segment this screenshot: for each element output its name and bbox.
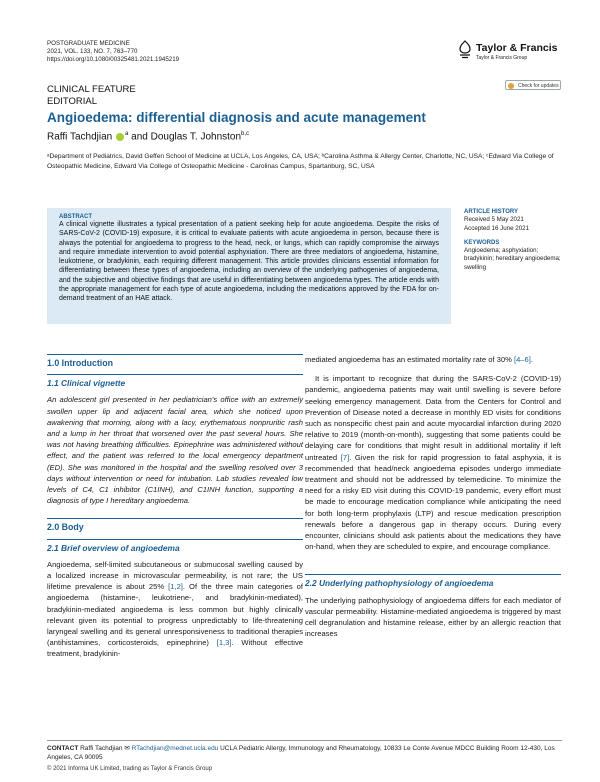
keywords-text: Angioedema; asphyxiation; bradykinin; hereditary angioedema; swelling (464, 247, 561, 271)
overview-text-b: . Of the three main categories of angioedema (histamine-, leukotriene-, and bradykinin-mediated), bradykinin-mediated angioedema is less common but highly clinically relevant given its potential to progress unpredictably to life-threatening laryngeal swelling and its general unresponsiveness to traditional therapies (antihistamines, corticosteroids, epinephrine) (47, 582, 304, 648)
section-heading (47, 84, 136, 108)
abstract-box (47, 208, 451, 324)
affiliations: ᵃDepartment of Pediatrics, David Geffen School of Medicine at UCLA, Los Angeles, CA, USA; ᵇCarolina Asthma & Allergy Center, Charlotte, NC, USA; ᶜEdward Via College of Osteopathic Medicine, Edward Via College of Osteopathic Medicine - Carolinas Campus, Spartanburg, SC, USA (47, 153, 554, 170)
publisher-brand: Taylor & Francis (476, 42, 558, 54)
heading-clinical-vignette: 1.1 Clinical vignette (47, 374, 303, 389)
author-conjunction: and (131, 131, 148, 143)
overview-text-a: Angioedema, self-limited subcutaneous or submucosal swelling caused by a localized increase in microvascular permeability, is not rare; the US lifetime prevalence is about 25% (47, 559, 303, 592)
covid-text-b: . Given the risk for rapid progression to fatal asphyxia, it is recommended that head/neck angioedema episodes undergo immediate treatment and should not be addressed by telemedicine. To minimize the need for a risky ED visit during this COVID-19 pandemic, every effort must be made to encourage medication compliance while anticipating the need for both long-term prophylaxis (LTP) and rescue medication prescription renewals before a dangerous gap in therapy occurs. During every encounter, clinicians should ask patients about the medications they have on-hand, when they are scheduled to expire, and encourage compliance. (305, 452, 561, 552)
covid-paragraph (305, 373, 561, 552)
ref-1-3[interactable]: [1,3] (216, 638, 232, 648)
contact-name: Raffi Tachdjian (80, 745, 123, 752)
patho-paragraph: The underlying pathophysiology of angioedema differs for each mediator of vascular permeability. Histamine-mediated angioedema is triggered by mast cell degranulation and histamine release, either by an allergic reaction that increases (305, 595, 561, 639)
mortality-paragraph (305, 354, 561, 365)
article-sidebar (464, 208, 564, 272)
journal-header (47, 40, 179, 65)
author-2[interactable]: Douglas T. Johnston (150, 131, 242, 143)
author-1[interactable]: Raffi Tachdjian (47, 131, 113, 143)
author-line (47, 131, 249, 142)
heading-pathophysiology: 2.2 Underlying pathophysiology of angioedema (305, 574, 561, 589)
ref-4-6[interactable]: [4–6] (513, 355, 531, 364)
keywords-label: KEYWORDS (464, 239, 500, 246)
article-title: Angioedema: differential diagnosis and acute management (47, 110, 426, 125)
journal-name: POSTGRADUATE MEDICINE (47, 40, 130, 47)
publisher-group: Taylor & Francis Group (476, 55, 528, 61)
orcid-icon[interactable] (116, 133, 124, 141)
check-updates-icon (508, 83, 514, 89)
check-updates-button[interactable] (505, 80, 561, 90)
section-subtype: EDITORIAL (47, 96, 97, 107)
mortality-text-end: . (530, 355, 533, 364)
body-column-right (305, 354, 561, 647)
contact-block (47, 744, 562, 762)
abstract-text: A clinical vignette illustrates a typical presentation of a patient seeking help for acute angioedema. Despite the risks of SARS-CoV-2 (COVID-19) exposure, it is critical to evaluate patients with acute angioedema in person, because there is always the potential for angioedema to progress to the head, neck, or lungs, which can rapidly compromise the airways and require immediate intervention to avoid potential asphyxiation. There are three mediators of angioedema, histamine, leukotriene, or bradykinin, each requiring different management. This article provides clinicians essential information for differentiating between these types of angioedema, including an overview of the underlying pathogenies of angioedema, and the subjective and objective findings that are useful in differentiating between angioedema types. The article ends with the appropriate management for each type of acute angioedema, including the medications approved by the FDA for on-demand treatment of an HAE attack. (59, 221, 439, 303)
footer-divider (47, 740, 562, 741)
copyright: © 2021 Informa UK Limited, trading as Taylor & Francis Group (47, 766, 213, 772)
publisher-logo-icon (456, 40, 474, 60)
journal-doi[interactable]: https://doi.org/10.1080/00325481.2021.1945219 (47, 56, 180, 64)
vignette-paragraph: An adolescent girl presented in her pediatrician's office with an extremely swollen upper lip and adjacent facial area, which she noticed upon awakening that morning, along with a lacy, erythematous nonpruritic rash and a lump in her throat that worsened over the past several hours. She was not having breathing difficulties. Epinephrine was administered without effect, and the patient was referred to the local emergency department (ED). She was monitored in the hospital and the swelling resolved over 3 days without intervention or need for intubation. Lab studies revealed low levels of C4, C1 inhibitor (C1INH), and C1INH function, supporting a diagnosis of type I hereditary angioedema. (47, 395, 303, 506)
contact-label: CONTACT (47, 745, 79, 752)
history-received: Received 5 May 2021 (464, 216, 524, 224)
abstract-label: ABSTRACT (59, 214, 92, 220)
overview-paragraph (47, 559, 303, 660)
author-1-sup: a (125, 131, 129, 137)
mortality-text: mediated angioedema has an estimated mortality rate of 30% (305, 355, 514, 364)
overview-text-c: . Without effective treatment, bradykinin- (47, 638, 303, 659)
ref-7[interactable]: [7] (340, 452, 350, 462)
contact-address: UCLA Pediatric Allergy, Immunology and Rheumatology, 10833 Le Conte Avenue MDCC Building Room 12-430, Los Angeles, CA 90095 (47, 745, 555, 761)
history-label: ARTICLE HISTORY (464, 209, 519, 215)
check-updates-label: Check for updates (518, 83, 559, 89)
body-column-left (47, 354, 303, 668)
heading-overview: 2.1 Brief overview of angioedema (47, 539, 303, 554)
ref-1-2[interactable]: [1,2] (168, 582, 183, 592)
publisher-logo (456, 40, 556, 66)
heading-introduction: 1.0 Introduction (47, 354, 303, 369)
section-type: CLINICAL FEATURE (47, 84, 136, 95)
author-2-sup: b,c (241, 131, 250, 137)
covid-text-a: It is important to recognize that during the SARS-CoV-2 (COVID-19) pandemic, angioedema patients may wait until swelling is severe before seeking emergency management. Data from the Centers for Control and Prevention of Disease noted a decrease in monthly ED visits for conditions such as nonspecific chest pain and acute myocardial infarction during 2020 relative to 2019 (month-on-month), suggesting that some patients could be delaying care for conditions that might result in additional mortality if left untreated (305, 374, 561, 462)
history-accepted: Accepted 16 June 2021 (464, 224, 530, 232)
email-icon: ✉ (124, 745, 130, 752)
heading-body: 2.0 Body (47, 518, 303, 533)
journal-citation: 2021, VOL. 133, NO. 7, 763–770 (47, 48, 138, 56)
contact-email[interactable]: RTachdjian@mednet.ucla.edu (131, 745, 219, 752)
